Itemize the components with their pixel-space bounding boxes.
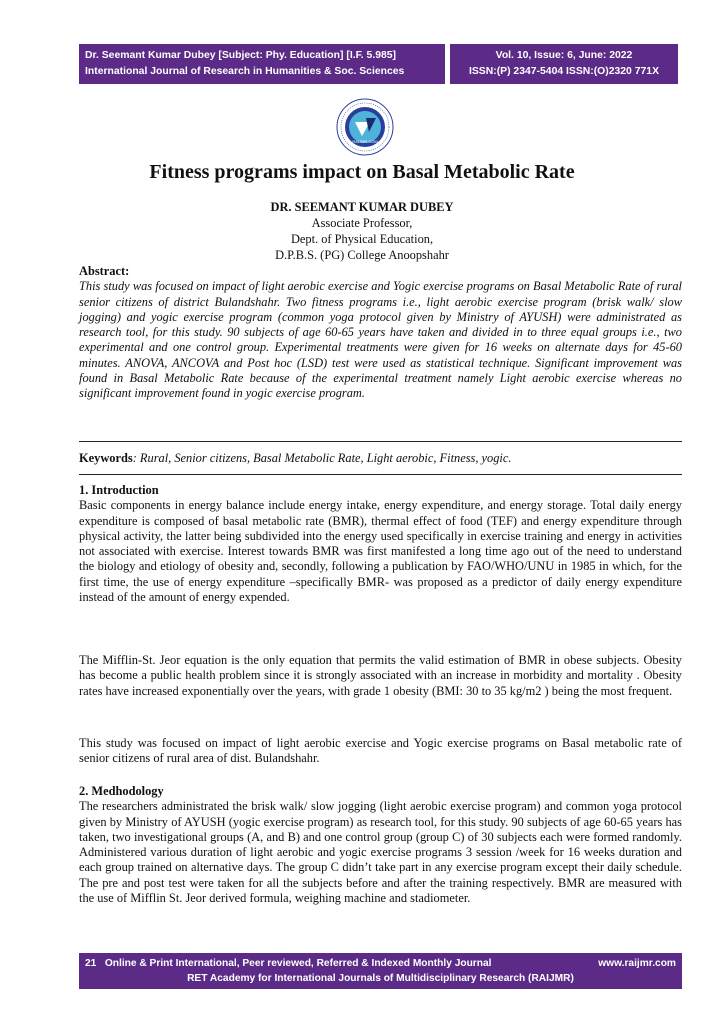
- keywords-list: : Rural, Senior citizens, Basal Metabolic Rate, Light aerobic, Fitness, yogic.: [132, 451, 512, 465]
- svg-text:RAIJMR.COM: RAIJMR.COM: [352, 139, 378, 144]
- introduction-paragraph-2: The Mifflin-St. Jeor equation is the only equation that permits the valid estimation of BMR in obese subjects. Obesity has become a public health problem since it is strongly associated with an increase in morbidity and mortality . Obesity rates have increased exponentially over the years, with grade 1 obesity (BMI: 30 to 35 kg/m2 ) being the most frequent.: [79, 653, 682, 698]
- footer-journal-description: Online & Print International, Peer reviewed, Referred & Indexed Monthly Journal: [104, 958, 492, 969]
- journal-header-left: [79, 44, 445, 84]
- abstract-text: This study was focused on impact of light aerobic exercise and Yogic exercise programs on Basal Metabolic Rate of rural senior citizens of district Bulandshahr. Two fitness programs i.e., light aerobic exercise program (brisk walk/ slow jogging) and yogic exercise program (common yoga protocol given by Ministry of AYUSH) were administrated as research tool, for this study. 90 subjects of age 60-65 years have taken and divided in to three equal groups i.e., two experimental and one control group. Experimental treatments were given for 16 weeks on alternate days for 45-60 minutes. ANOVA, ANCOVA and Post hoc (LSD) test were used as statistical technique. Significant improvement was found in Basal Metabolic Rate because of the experimental treatment namely Light aerobic exercise whereas no significant improvement found in yogic exercise program.: [79, 279, 682, 401]
- divider-bottom: [79, 474, 682, 475]
- page-number: 21: [85, 958, 97, 969]
- paper-title: Fitness programs impact on Basal Metabolic Rate: [149, 161, 575, 183]
- introduction-paragraph-1: Basic components in energy balance include energy intake, energy expenditure, and energy storage. Total daily energy expenditure is composed of basal metabolic rate (BMR), thermal effect of food (TEF) and energy expenditure through physical activity, the latter being subdivided into the energy used specifically in exercise training and energy in activities not associated with exercise. Interest towards BMR was first manifested a long time ago out of the need to understand the biology and etiology of obesity and, secondly, following a publication by FAO/WHO/UNU in 1985 in which, for the first time, the use of energy expenditure –specifically BMR- was proposed as a predictor of daily energy expenditure instead of the amount of energy expended.: [79, 498, 682, 605]
- abstract-label: Abstract:: [79, 264, 130, 278]
- volume-issue-line: Vol. 10, Issue: 6, June: 2022: [495, 50, 633, 61]
- footer-website-link[interactable]: www.raijmr.com: [598, 958, 676, 969]
- keywords-line: [79, 451, 682, 466]
- journal-footer: [79, 953, 682, 989]
- author-department: Dept. of Physical Education,: [290, 232, 434, 246]
- methodology-paragraph-1: The researchers administrated the brisk walk/ slow jogging (light aerobic exercise program) and common yoga protocol given by Ministry of AYUSH (yogic exercise program) as research tool, for this study. 90 subjects of age 60-65 years has taken, two investigational groups (A, and B) and one control group (group C) of 30 subjects each were formed randomly. Administered various duration of light aerobic and yogic exercise programs 3 session /week for 16 weeks duration and each group trained on alternative days. The group C didn’t take part in any exercise program except their daily schedule. The pre and post test were taken for all the subjects before and after the training respectively. BMR are measured with the use of Mifflin St. Jeor derived formula, weighing machine and stadiometer.: [79, 799, 682, 906]
- footer-publisher: RET Academy for International Journals of Multidisciplinary Research (RAIJMR): [187, 973, 574, 984]
- introduction-section: [79, 483, 682, 605]
- divider-top: [79, 441, 682, 442]
- journal-header-right: [450, 44, 678, 84]
- keywords-label: Keywords: [79, 451, 133, 465]
- introduction-paragraph-3: This study was focused on impact of light aerobic exercise and Yogic exercise programs on Basal metabolic rate of senior citizens of rural area of dist. Bulandshahr.: [79, 736, 682, 766]
- author-name: DR. SEEMANT KUMAR DUBEY: [270, 200, 454, 214]
- author-position: Associate Professor,: [311, 216, 413, 230]
- introduction-heading: 1. Introduction: [79, 483, 159, 497]
- journal-logo: [336, 98, 394, 156]
- abstract-section: [79, 264, 682, 402]
- methodology-section: [79, 784, 682, 906]
- author-block: [0, 199, 724, 263]
- methodology-heading: 2. Medhodology: [79, 784, 164, 798]
- journal-name-line: International Journal of Research in Humanities & Soc. Sciences: [85, 66, 405, 77]
- author-subject-line: Dr. Seemant Kumar Dubey [Subject: Phy. Education] [I.F. 5.985]: [85, 50, 397, 61]
- issn-line: ISSN:(P) 2347-5404 ISSN:(O)2320 771X: [468, 66, 659, 77]
- author-college: D.P.B.S. (PG) College Anoopshahr: [275, 248, 449, 262]
